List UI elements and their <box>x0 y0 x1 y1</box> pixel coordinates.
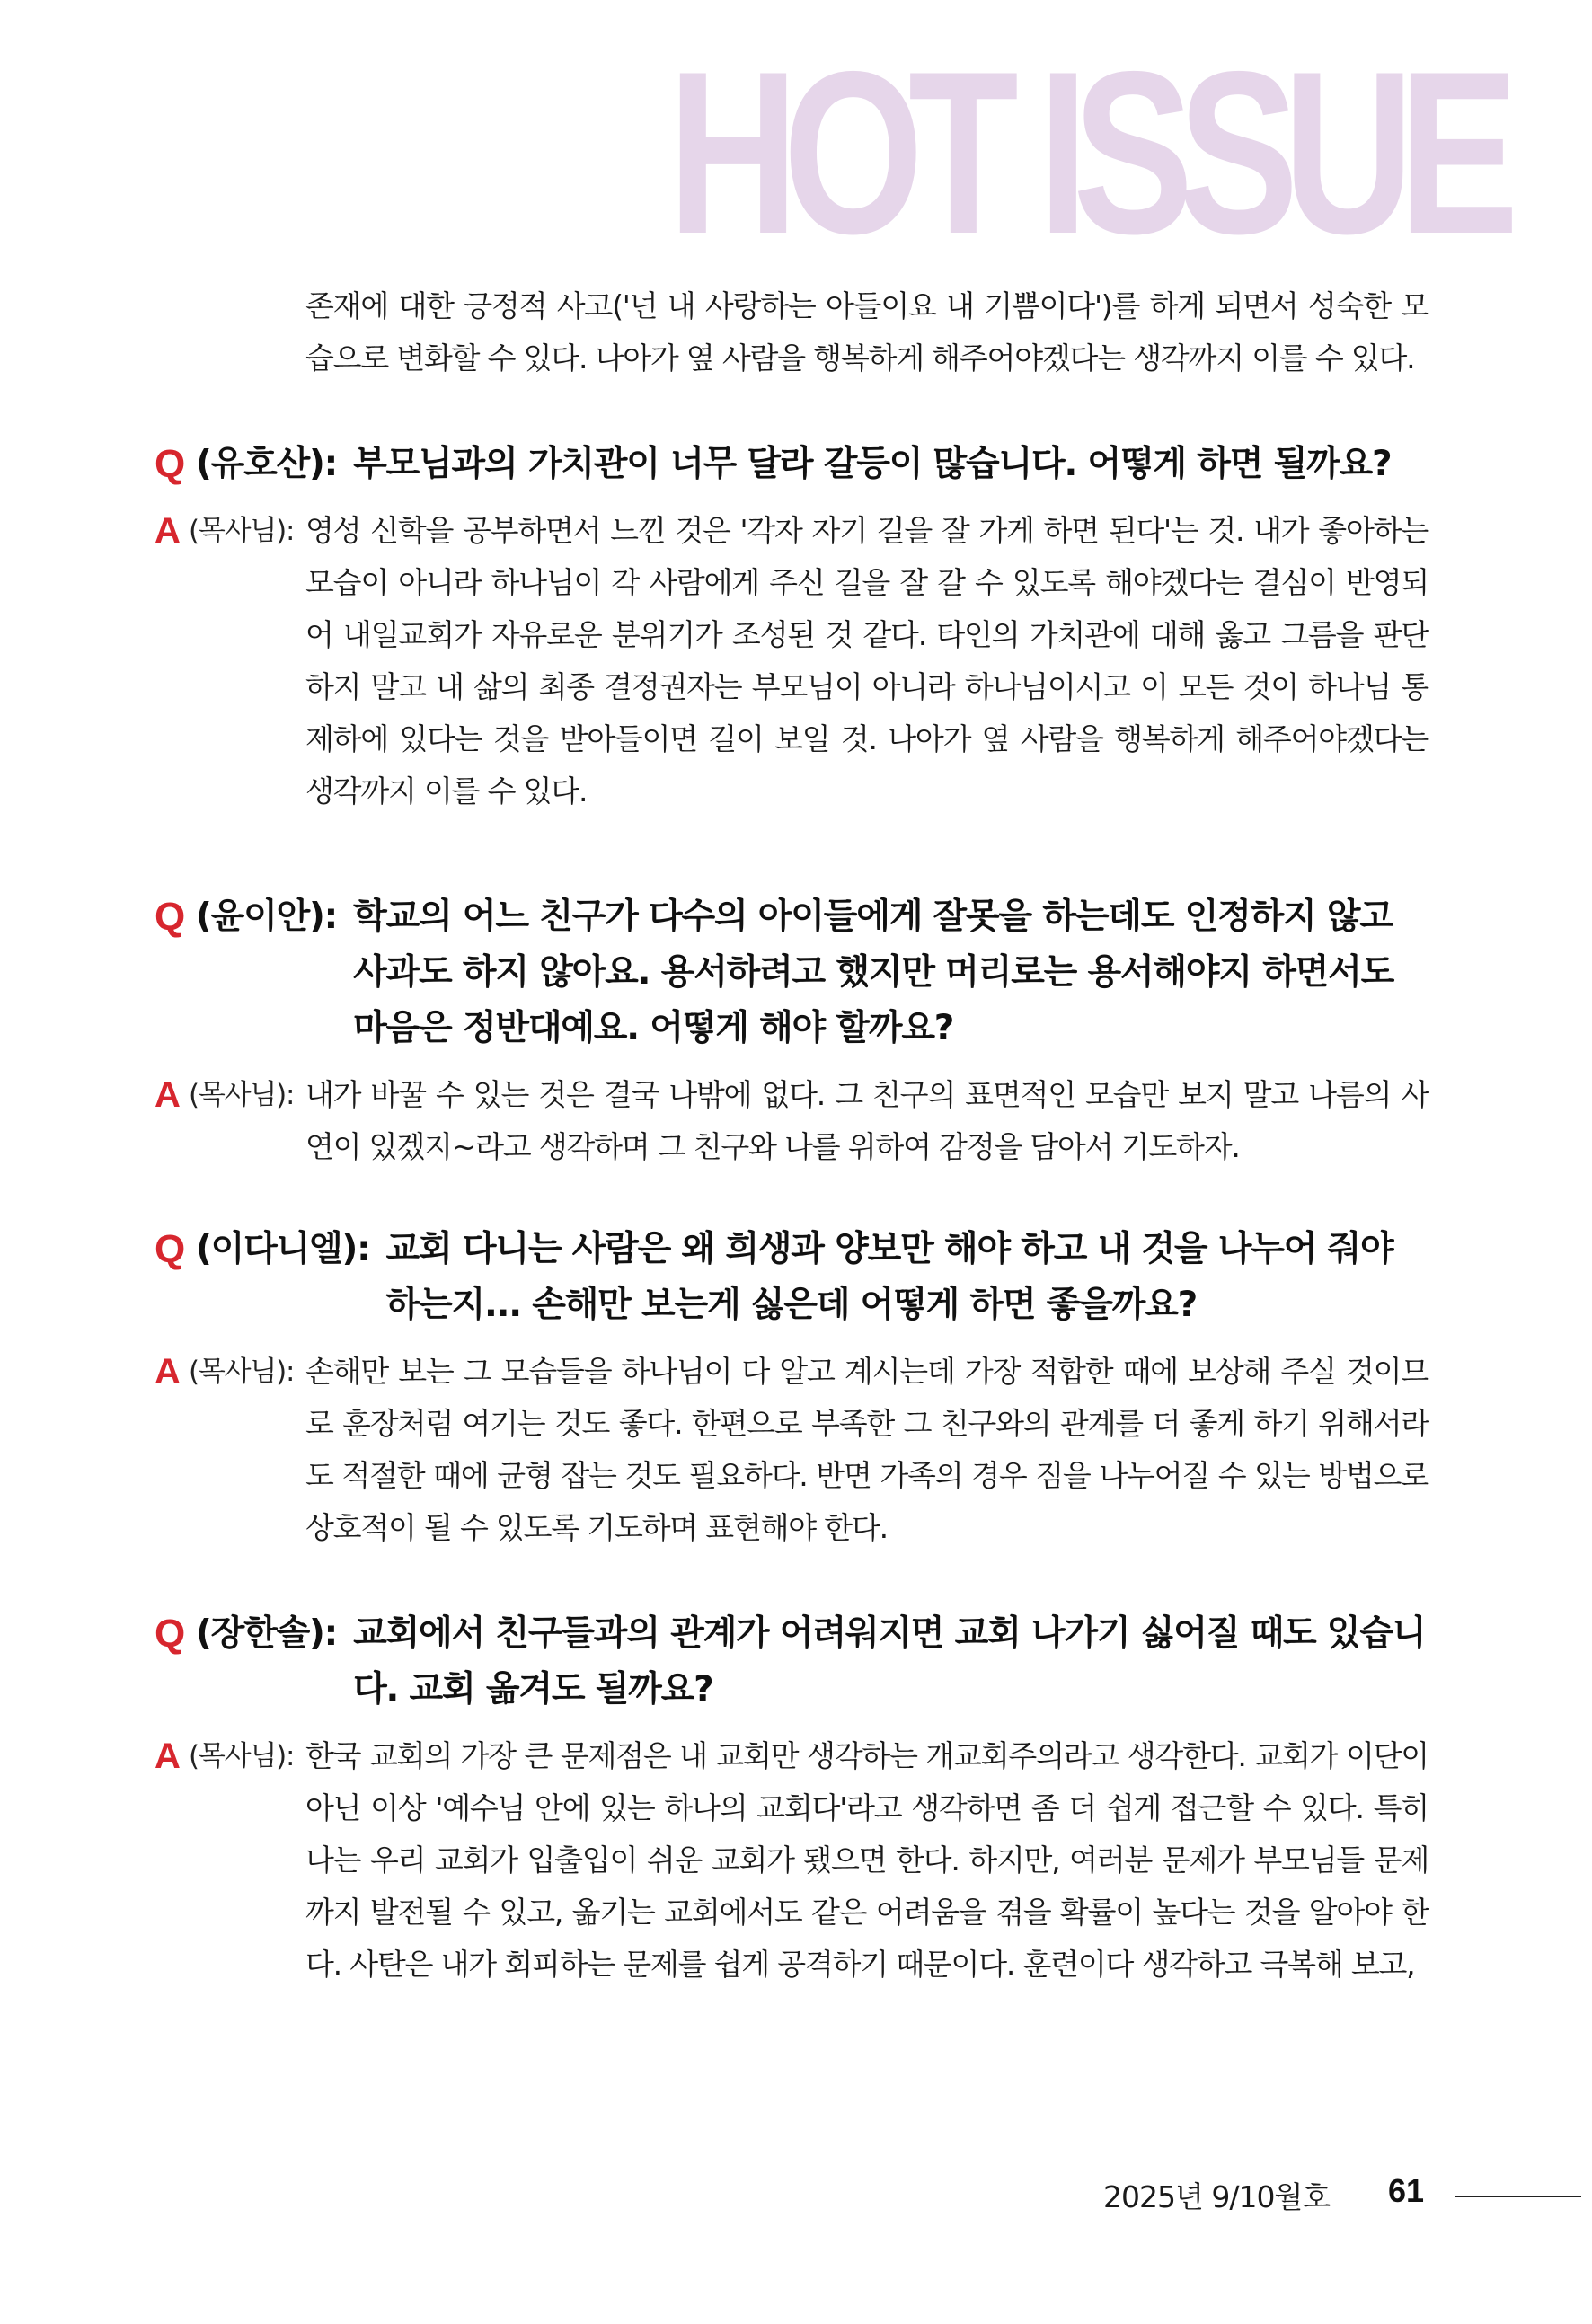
answer-2 <box>155 1069 1428 1173</box>
question-1 <box>155 437 1428 492</box>
section-title: HOT ISSUE <box>668 22 1504 282</box>
question-4 <box>155 1606 1428 1718</box>
answerer: (목사님): <box>189 1356 295 1388</box>
qa-block-1 <box>155 437 1428 817</box>
question-2 <box>155 889 1428 1056</box>
a-mark: A <box>155 1075 180 1115</box>
issue-label: 2025년 9/10월호 <box>1103 2179 1331 2214</box>
a-mark: A <box>155 1736 180 1776</box>
answer-text: 손해만 보는 그 모습들을 하나님이 다 알고 계시는데 가장 적합한 때에 보상해 주실 것이므로 훈장처럼 여기는 것도 좋다. 한편으로 부족한 그 친구와의 관계를 더 좋게 하기 위해서라도 적절한 때에 균형 잡는 것도 필요하다. 반면 가족의 경우 짐을 나누어질 수 있는 방법으로 상호적이 될 수 있도록 기도하며 표현해야 한다. <box>305 1354 1428 1545</box>
qa-block-4 <box>155 1606 1428 1991</box>
page-number: 61 <box>1388 2172 1425 2209</box>
answer-text: 한국 교회의 가장 큰 문제점은 내 교회만 생각하는 개교회주의라고 생각한다. 교회가 이단이 아닌 이상 '예수님 안에 있는 하나의 교회다'라고 생각하면 좀 더 쉽게 접근할 수 있다. 특히 나는 우리 교회가 입출입이 쉬운 교회가 됐으면 한다. 하지만, 여러분 문제가 부모님들 문제까지 발전될 수 있고, 옮기는 교회에서도 같은 어려움을 겪을 확률이 높다는 것을 알아야 한다. 사탄은 내가 회피하는 문제를 쉽게 공격하기 때문이다. 훈련이다 생각하고 극복해 보고, <box>305 1738 1428 1982</box>
a-mark: A <box>155 511 180 551</box>
qa-block-3 <box>155 1222 1428 1554</box>
questioner: (장한솔): <box>196 1613 338 1654</box>
footer-rule <box>1455 2196 1581 2197</box>
answerer: (목사님): <box>189 515 295 547</box>
answer-1 <box>155 505 1428 817</box>
lead-paragraph: 존재에 대한 긍정적 사고('넌 내 사랑하는 아들이요 내 기쁨이다')를 하게 되면서 성숙한 모습으로 변화할 수 있다. 나아가 옆 사람을 행복하게 해주어야겠다는 생각까지 이를 수 있다. <box>305 288 1428 376</box>
q-mark: Q <box>155 1612 185 1656</box>
question-text: 부모님과의 가치관이 너무 달라 갈등이 많습니다. 어떻게 하면 될까요? <box>353 444 1392 484</box>
answerer: (목사님): <box>189 1740 295 1772</box>
question-text: 학교의 어느 친구가 다수의 아이들에게 잘못을 하는데도 인정하지 않고 사과도 하지 않아요. 용서하려고 했지만 머리로는 용서해야지 하면서도 마음은 정반대예요. 어떻게 해야 할까요? <box>353 897 1394 1048</box>
questioner: (이다니엘): <box>196 1229 370 1269</box>
answerer: (목사님): <box>189 1079 295 1111</box>
qa-block-2 <box>155 889 1428 1173</box>
answer-4 <box>155 1730 1428 1991</box>
questioner: (유호산): <box>196 444 338 484</box>
answer-text: 영성 신학을 공부하면서 느낀 것은 '각자 자기 길을 잘 가게 하면 된다'는 것. 내가 좋아하는 모습이 아니라 하나님이 각 사람에게 주신 길을 잘 갈 수 있도록 해야겠다는 결심이 반영되어 내일교회가 자유로운 분위기가 조성된 것 같다. 타인의 가치관에 대해 옳고 그름을 판단하지 말고 내 삶의 최종 결정권자는 부모님이 아니라 하나님이시고 이 모든 것이 하나님 통제하에 있다는 것을 받아들이면 길이 보일 것. 나아가 옆 사람을 행복하게 해주어야겠다는 생각까지 이를 수 있다. <box>305 513 1428 809</box>
q-mark: Q <box>155 1227 185 1271</box>
q-mark: Q <box>155 895 185 939</box>
question-text: 교회에서 친구들과의 관계가 어려워지면 교회 나가기 싫어질 때도 있습니다. 교회 옮겨도 될까요? <box>353 1613 1426 1710</box>
answer-text: 내가 바꿀 수 있는 것은 결국 나밖에 없다. 그 친구의 표면적인 모습만 보지 말고 나름의 사연이 있겠지~라고 생각하며 그 친구와 나를 위하여 감정을 담아서 기도하자. <box>305 1077 1428 1164</box>
questioner: (윤이안): <box>196 897 338 937</box>
question-text: 교회 다니는 사람은 왜 희생과 양보만 해야 하고 내 것을 나누어 줘야 하는지... 손해만 보는게 싫은데 어떻게 하면 좋을까요? <box>385 1229 1393 1325</box>
answer-3 <box>155 1346 1428 1554</box>
a-mark: A <box>155 1352 180 1392</box>
question-3 <box>155 1222 1428 1333</box>
q-mark: Q <box>155 442 185 486</box>
